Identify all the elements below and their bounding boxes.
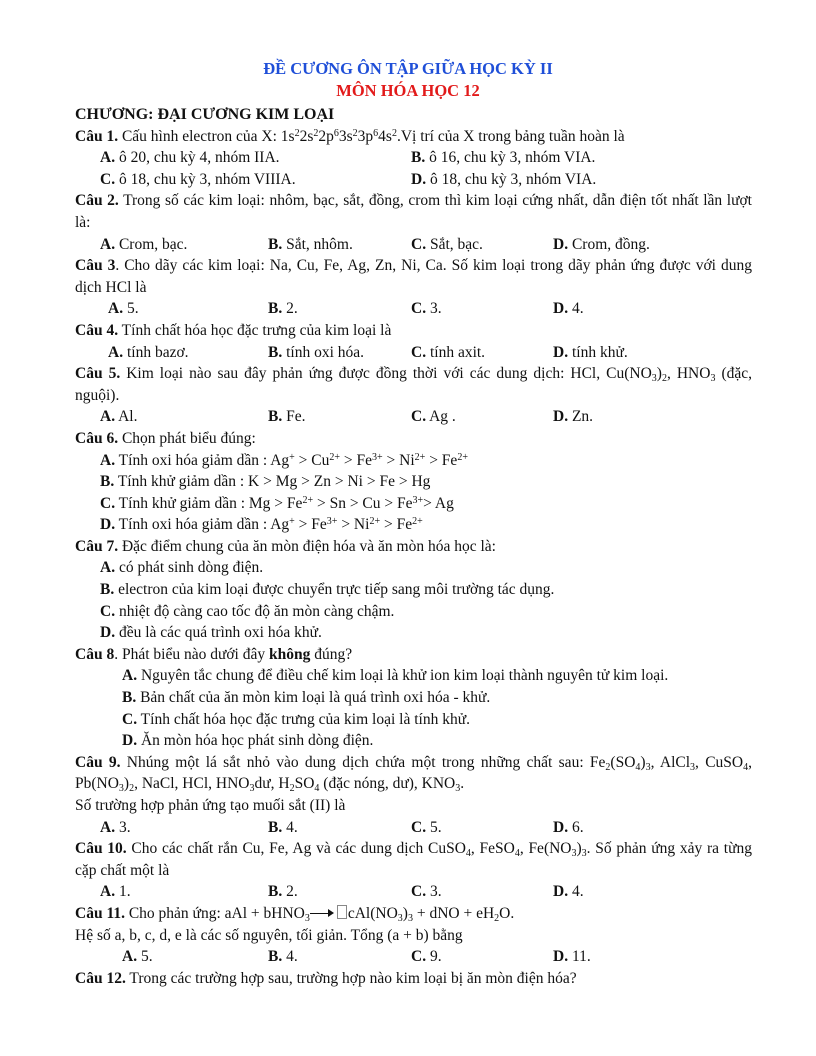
option-text: Nguyên tắc chung để điều chế kim loại là khử ion kim loại thành nguyên tử kim loại. [137,667,669,685]
options-row [75,298,752,320]
question-text: Nhúng một lá sắt nhỏ vào dung dịch chứa một trong những chất sau: $Fe_2(SO_4)_3$, AlCl$_3$, CuSO$_4$, $Pb(NO_3)_2$, NaCl, HCl, $HNO_3dư$, $H_2SO_4$ (đặc nóng, dư), $KNO_3$. [75,753,752,795]
option-text: Ag . [426,408,456,426]
option-text: tính oxi hóa. [282,343,365,361]
option-a [122,946,153,968]
question-label: Câu 12. [75,969,126,987]
option-text: 4. [282,948,298,966]
option-b [268,946,298,968]
question-8 [75,644,752,666]
option-text: tính bazơ. [123,343,189,361]
question-7 [75,536,752,558]
option-letter: A. [100,451,116,469]
option-c [100,169,296,191]
option-text: 2. [282,300,298,318]
option-text: 3. [115,818,131,836]
question-label: Câu 2. [75,192,119,210]
option-text: có phát sinh dòng điện. [115,559,264,577]
question-6 [75,428,752,450]
option-d [553,234,650,256]
option-text: Tính oxi hóa giảm dần : $Ag^+ > Cu^{2+} > Fe^{3+} > Ni^{2+} > Fe^{2+}$ [115,451,468,469]
option-letter: B. [100,581,115,599]
option-b [268,298,298,320]
option-text: Tính chất hóa học đặc trưng của kim loại là tính khử. [137,710,470,728]
options-row [75,881,752,903]
question-10 [75,838,752,881]
option-text: 3. [426,300,442,318]
options-row [75,946,752,968]
option-text: 5. [137,948,153,966]
option-letter: C. [411,343,427,361]
question-9 [75,752,752,795]
question-text: Chọn phát biểu đúng: [118,429,256,447]
option-text: 11. [568,948,591,966]
options-row [75,406,752,428]
option-text: Fe. [282,408,306,426]
question-9-prompt: Số trường hợp phản ứng tạo muối sắt (II) là [75,797,346,814]
option-text: 9. [426,948,442,966]
question-text: Kim loại nào sau đây phản ứng được đồng thời với các dung dịch: HCl, $Cu(NO_3)_2$, $HNO_3$ (đặc, nguội). [75,365,753,404]
statement-b [75,579,752,601]
option-letter: D. [553,818,569,836]
option-text: ô 16, chu kỳ 3, nhóm VIA. [425,149,596,167]
option-letter: B. [268,408,283,426]
question-5 [75,363,752,406]
option-a [108,298,139,320]
option-d [553,881,584,903]
option-a [108,342,189,364]
option-c [411,406,456,428]
option-text: Zn. [568,408,594,426]
reaction-arrow-icon [310,908,336,918]
statement-d [75,730,752,752]
question-text: Cho các chất rắn Cu, Fe, Ag và các dung dịch CuSO$_4$, FeSO$_4$, $Fe(NO_3)_3$. Số phản ứng xảy ra từng cặp chất một là [75,840,752,879]
option-letter: A. [108,300,124,318]
document-content [75,104,752,989]
option-a [100,817,131,839]
option-letter: C. [411,948,427,966]
option-b [268,234,353,256]
question-text-right: $cAl(NO_3)_3$ + dNO + $eH_2O$. [347,904,515,924]
option-letter: C. [411,408,427,426]
question-text: Trong số các kim loại: nhôm, bạc, sắt, đồng, crom thì kim loại cứng nhất, dẫn điện tốt nhất lần lượt là: [75,192,752,231]
option-letter: C. [411,883,427,901]
question-3 [75,255,752,298]
option-text: tính khử. [568,343,628,361]
option-letter: B. [122,689,137,707]
option-b [268,881,298,903]
document-subtitle: MÔN HÓA HỌC 12 [336,81,480,100]
option-letter: D. [100,516,116,534]
option-letter: D. [100,624,116,642]
option-letter: B. [268,235,283,253]
option-a [100,406,137,428]
option-letter: D. [553,883,569,901]
option-text: 4. [568,300,584,318]
option-letter: A. [100,149,116,167]
option-text: 5. [123,300,139,318]
question-label: Câu 7. [75,537,119,555]
options-row [75,234,752,256]
option-letter: A. [108,343,124,361]
statement-a [75,450,752,472]
option-letter: A. [100,235,116,253]
option-letter: D. [553,408,569,426]
question-text: Đặc điểm chung của ăn mòn điện hóa và ăn mòn hóa học là: [118,537,496,555]
statement-b [75,687,752,709]
option-letter: C. [122,710,138,728]
question-text: Cấu hình electron của X: $1s^22s^22p^63s^23p^64s^2.Vị$ trí của X trong bảng tuần hoàn là [118,127,625,145]
option-text: 4. [568,883,584,901]
option-letter: B. [268,818,283,836]
option-letter: B. [411,149,426,167]
option-letter: A. [100,559,116,577]
chapter-heading: CHƯƠNG: ĐẠI CƯƠNG KIM LOẠI [75,106,335,123]
option-letter: B. [268,883,283,901]
option-text: 3. [426,883,442,901]
option-d [553,817,584,839]
statement-list [75,665,752,751]
option-a [100,234,187,256]
option-letter: C. [411,235,427,253]
option-b [268,817,298,839]
question-label: Câu 9. [75,753,121,771]
option-letter: B. [268,300,283,318]
option-letter: C. [411,300,427,318]
option-text: Crom, đồng. [568,235,650,253]
option-text: Sắt, bạc. [426,235,483,253]
option-text: Crom, bạc. [115,235,188,253]
option-text: đều là các quá trình oxi hóa khử. [115,624,322,642]
option-letter: C. [411,818,427,836]
missing-glyph-icon [337,905,347,919]
options-row [75,147,752,190]
option-d [411,169,596,191]
question-1 [75,126,752,148]
question-text: Tính chất hóa học đặc trưng của kim loại là [118,321,392,339]
question-label: Câu 8 [75,645,115,663]
option-text: ô 18, chu kỳ 3, nhóm VIA. [426,170,597,188]
question-label: Câu 11. [75,904,125,922]
statement-list [75,450,752,536]
option-letter: C. [100,494,116,512]
option-letter: B. [268,948,283,966]
option-letter: A. [100,883,116,901]
option-d [553,298,584,320]
option-text: Al. [115,408,138,426]
option-c [411,881,442,903]
statement-d [75,622,752,644]
option-text: ô 18, chu kỳ 3, nhóm VIIIA. [115,170,296,188]
statement-c [75,493,752,515]
statement-a [75,557,752,579]
statement-list [75,557,752,643]
question-label: Câu 6. [75,429,119,447]
option-letter: D. [411,170,427,188]
option-c [411,342,485,364]
question-4 [75,320,752,342]
option-letter: D. [553,948,569,966]
option-text: 1. [115,883,131,901]
option-text: 5. [426,818,442,836]
options-row [75,817,752,839]
option-a [100,881,131,903]
option-text: Bản chất của ăn mòn kim loại là quá trình oxi hóa - khử. [136,689,491,707]
statement-c [75,709,752,731]
option-b [411,147,595,169]
question-label: Câu 10. [75,840,127,858]
option-text: Sắt, nhôm. [282,235,353,253]
option-letter: B. [268,343,283,361]
option-letter: D. [122,732,138,750]
question-11-prompt: Hệ số a, b, c, d, e là các số nguyên, tối giản. Tổng (a + b) bằng [75,926,463,944]
option-letter: A. [122,948,138,966]
option-text: 4. [282,818,298,836]
option-c [411,234,483,256]
option-letter: C. [100,602,116,620]
option-letter: D. [553,235,569,253]
option-text: tính axit. [426,343,486,361]
option-d [553,406,593,428]
option-d [553,946,591,968]
option-b [268,406,305,428]
question-label: Câu 5. [75,365,121,383]
option-letter: D. [553,300,569,318]
statement-a [75,665,752,687]
option-c [411,298,442,320]
option-text: ô 20, chu kỳ 4, nhóm IIA. [115,149,280,167]
option-letter: B. [100,473,115,491]
question-12 [75,968,752,990]
question-text-left: Cho phản ứng: aAl + bHNO [124,904,305,922]
question-label: Câu 3 [75,257,116,275]
question-label: Câu 1. [75,127,119,145]
option-letter: A. [100,818,116,836]
option-text: Tính oxi hóa giảm dần : $Ag^+ > Fe^{3+} > Ni^{2+} > Fe^{2+}$ [115,516,423,534]
options-row [75,342,752,364]
question-label: Câu 4. [75,321,119,339]
document-title: ĐỀ CƯƠNG ÔN TẬP GIỮA HỌC KỲ II [263,59,553,78]
option-text: Tính khử giảm dần : $Mg > Fe^{2+} > Sn > Cu > Fe^{3+}> Ag$ [115,494,454,512]
option-d [553,342,628,364]
question-text: . Phát biểu nào dưới đây không đúng? [114,645,353,663]
question-2 [75,190,752,233]
option-letter: C. [100,170,116,188]
option-c [411,946,442,968]
option-text: nhiệt độ càng cao tốc độ ăn mòn càng chậm. [115,602,395,620]
statement-d [75,514,752,536]
option-a [100,147,280,169]
question-11: Câu 11. Cho phản ứng: aAl + bHNO$_3$ $cAl(NO_3)_3$ + dNO + $eH_2O$. [75,904,515,924]
statement-b [75,471,752,493]
option-text: 2. [282,883,298,901]
question-text: Trong các trường hợp sau, trường hợp nào kim loại bị ăn mòn điện hóa? [125,969,577,987]
option-letter: D. [553,343,569,361]
option-text: Ăn mòn hóa học phát sinh dòng điện. [137,732,374,750]
option-letter: A. [100,408,116,426]
option-b [268,342,364,364]
option-text: 6. [568,818,584,836]
question-text: . Cho dãy các kim loại: Na, Cu, Fe, Ag, Zn, Ni, Ca. Số kim loại trong dãy phản ứng được với dung dịch HCl là [75,257,752,296]
option-c [411,817,442,839]
option-text: Tính khử giảm dần : K > Mg > Zn > Ni > Fe > Hg [114,473,431,491]
option-letter: A. [122,667,138,685]
statement-c [75,601,752,623]
option-text: electron của kim loại được chuyển trực tiếp sang môi trường tác dụng. [114,581,555,599]
